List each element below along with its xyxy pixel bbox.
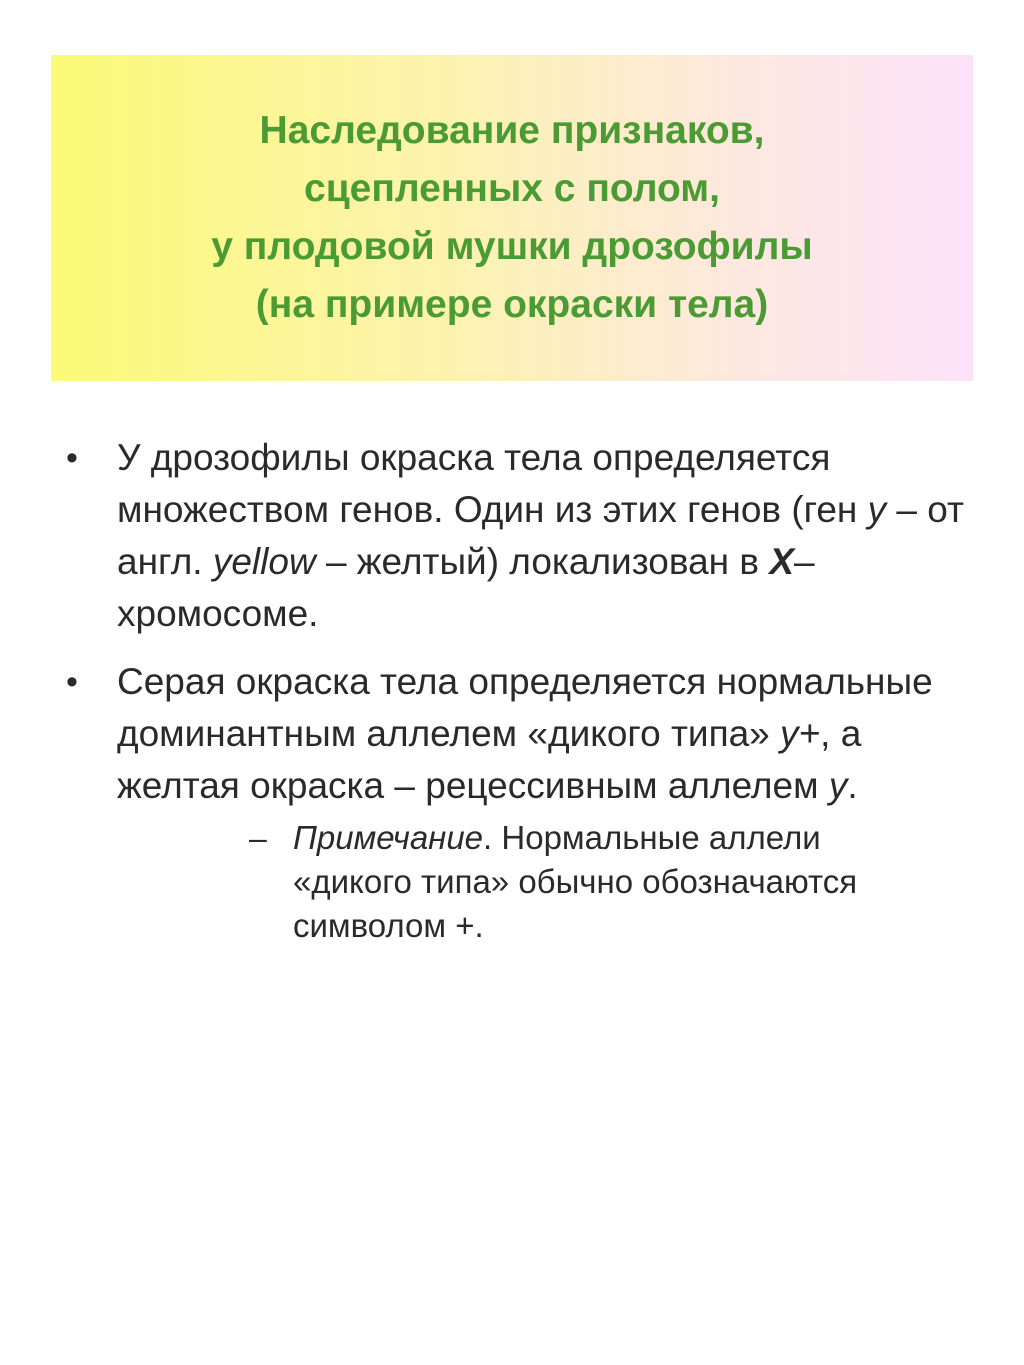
note-text [293,816,944,948]
title-banner [51,55,973,381]
bullet-marker: • [66,663,78,701]
note-label: Примечание [293,819,484,856]
bullet-text [117,656,984,812]
sub-bullet-note [117,816,984,948]
text-segment: У дрозофилы окраска тела определяется множеством генов. Один из этих генов (ген [117,437,868,530]
slide-title-line-3: у плодовой мушки дрозофилы [211,225,813,268]
text-segment: . [847,765,858,806]
text-segment: –хромосоме. [117,541,815,634]
slide-title-line-2: сцепленных с полом, [304,167,720,210]
text-segment: – от англ. [117,489,965,582]
bullet-text [117,432,984,640]
bullet-item-1 [0,432,1024,640]
gene-symbol: y [867,489,887,530]
text-segment: – желтый) локализован в [315,541,770,582]
bullet-marker: • [66,439,78,477]
slide-title-line-1: Наследование признаков, [259,109,765,152]
allele-symbol: y+ [780,713,821,754]
slide-body [0,432,1024,964]
slide-title-line-4: (на примере окраски тела) [255,283,769,326]
text-segment: Серая окраска тела определяется нормальные доминантным аллелем «дикого типа» [117,661,933,754]
sub-bullet-marker: – [249,820,267,856]
chromosome-symbol: X [769,541,795,582]
english-term: yellow [212,541,316,582]
text-segment: . Нормальные аллели «дикого типа» обычно обозначаются символом +. [293,819,858,944]
text-segment: , а желтая окраска – рецессивным аллелем [117,713,862,806]
bullet-item-2 [0,656,1024,948]
allele-symbol: y [828,765,848,806]
